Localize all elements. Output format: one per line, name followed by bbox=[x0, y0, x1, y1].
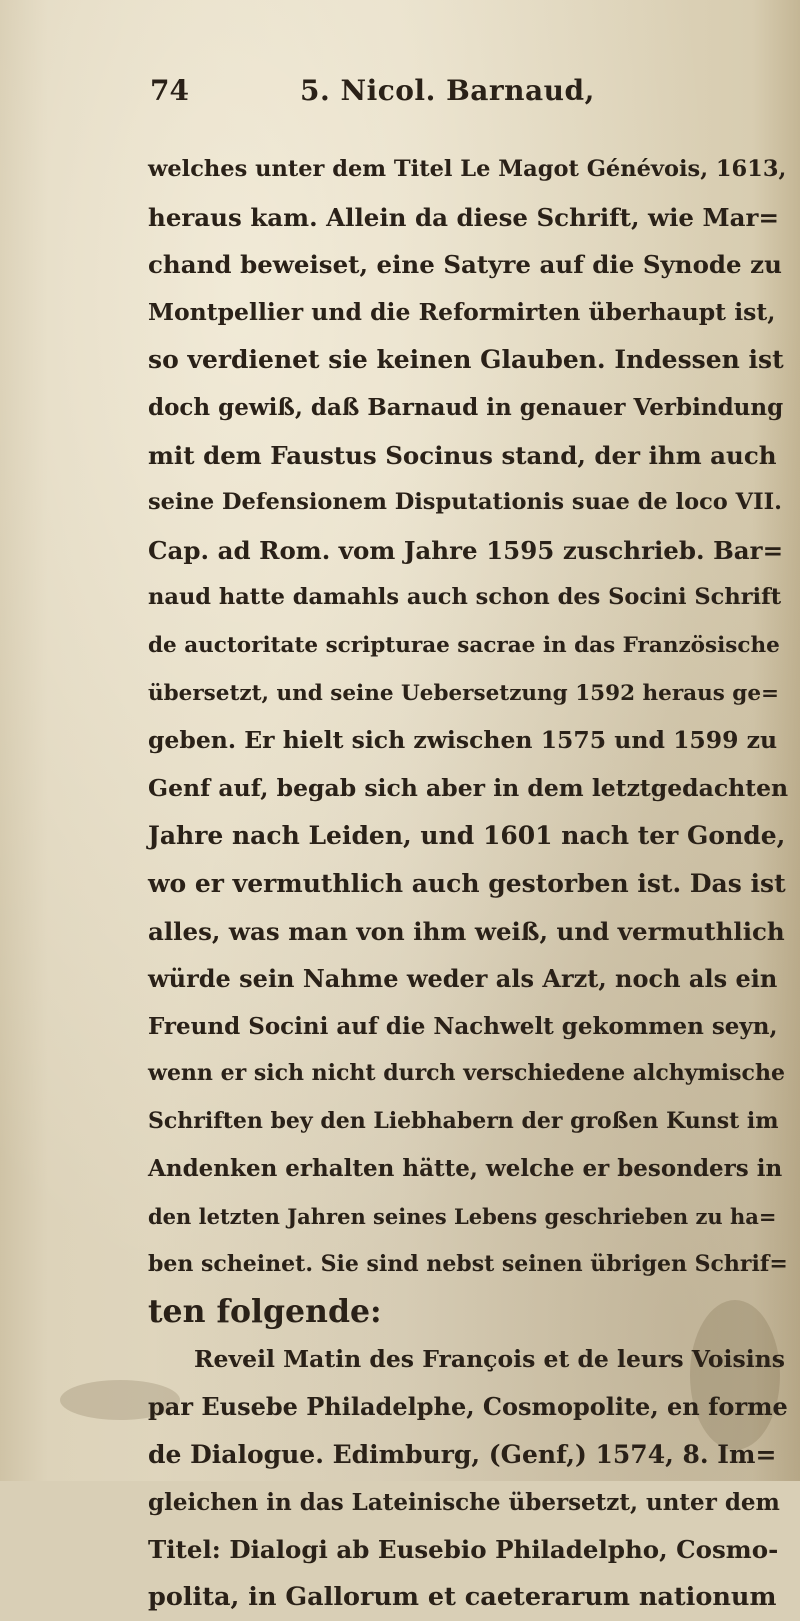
text-line: ben scheinet. Sie sind nebst seinen übrigen Schrif= bbox=[148, 1250, 788, 1277]
text-line: übersetzt, und seine Uebersetzung 1592 heraus ge= bbox=[148, 680, 780, 706]
text-line: de auctoritate scripturae sacrae in das Französische bbox=[148, 632, 780, 658]
text-line: Cap. ad Rom. vom Jahre 1595 zuschrieb. Bar= bbox=[148, 535, 784, 565]
page-header bbox=[150, 74, 720, 124]
text-line: welches unter dem Titel Le Magot Génévois, 1613, bbox=[148, 156, 787, 182]
text-line: Montpellier und die Reformirten überhaupt ist, bbox=[148, 297, 776, 326]
text-line: polita, in Gallorum et caeterarum nationum bbox=[148, 1581, 777, 1612]
text-line: geben. Er hielt sich zwischen 1575 und 1599 zu bbox=[148, 726, 778, 755]
text-line: den letzten Jahren seines Lebens geschrieben zu ha= bbox=[148, 1204, 777, 1230]
text-line: Freund Socini auf die Nachwelt gekommen seyn, bbox=[148, 1012, 778, 1040]
text-line: Schriften bey den Liebhabern der großen Kunst im bbox=[148, 1107, 779, 1134]
text-line: par Eusebe Philadelphe, Cosmopolite, en forme bbox=[148, 1392, 788, 1422]
text-line: so verdienet sie keinen Glauben. Indessen ist bbox=[148, 345, 784, 375]
page-number: 74 bbox=[150, 74, 189, 107]
text-line: heraus kam. Allein da diese Schrift, wie Mar= bbox=[148, 202, 779, 232]
text-line: Genf auf, begab sich aber in dem letztgedachten bbox=[148, 773, 789, 802]
text-line: wenn er sich nicht durch verschiedene alchymische bbox=[148, 1060, 785, 1087]
text-line: naud hatte damahls auch schon des Socini Schrift bbox=[148, 584, 782, 611]
text-line: Titel: Dialogi ab Eusebio Philadelpho, Cosmo- bbox=[148, 1535, 779, 1565]
text-line: Jahre nach Leiden, und 1601 nach ter Gonde, bbox=[148, 821, 786, 851]
text-line: Reveil Matin des François et de leurs Voisins bbox=[194, 1344, 785, 1373]
text-line: de Dialogue. Edimburg, (Genf,) 1574, 8. Im= bbox=[148, 1440, 777, 1470]
body-text bbox=[148, 146, 788, 1621]
text-line: würde sein Nahme weder als Arzt, noch als ein bbox=[148, 964, 778, 994]
text-line: mit dem Faustus Socinus stand, der ihm auch bbox=[148, 440, 777, 470]
text-line: chand beweiset, eine Satyre auf die Synode zu bbox=[148, 250, 782, 280]
text-line: ten folgende: bbox=[148, 1293, 382, 1331]
text-line: wo er vermuthlich auch gestorben ist. Das ist bbox=[148, 868, 786, 898]
text-line: gleichen in das Lateinische übersetzt, unter dem bbox=[148, 1488, 780, 1516]
text-line: doch gewiß, daß Barnaud in genauer Verbindung bbox=[148, 393, 784, 421]
text-line: seine Defensionem Disputationis suae de loco VII. bbox=[148, 489, 782, 516]
text-line: alles, was man von ihm weiß, und vermuthlich bbox=[148, 916, 785, 946]
text-line: Andenken erhalten hätte, welche er besonders in bbox=[148, 1155, 783, 1183]
running-head: 5. Nicol. Barnaud, bbox=[300, 74, 595, 107]
